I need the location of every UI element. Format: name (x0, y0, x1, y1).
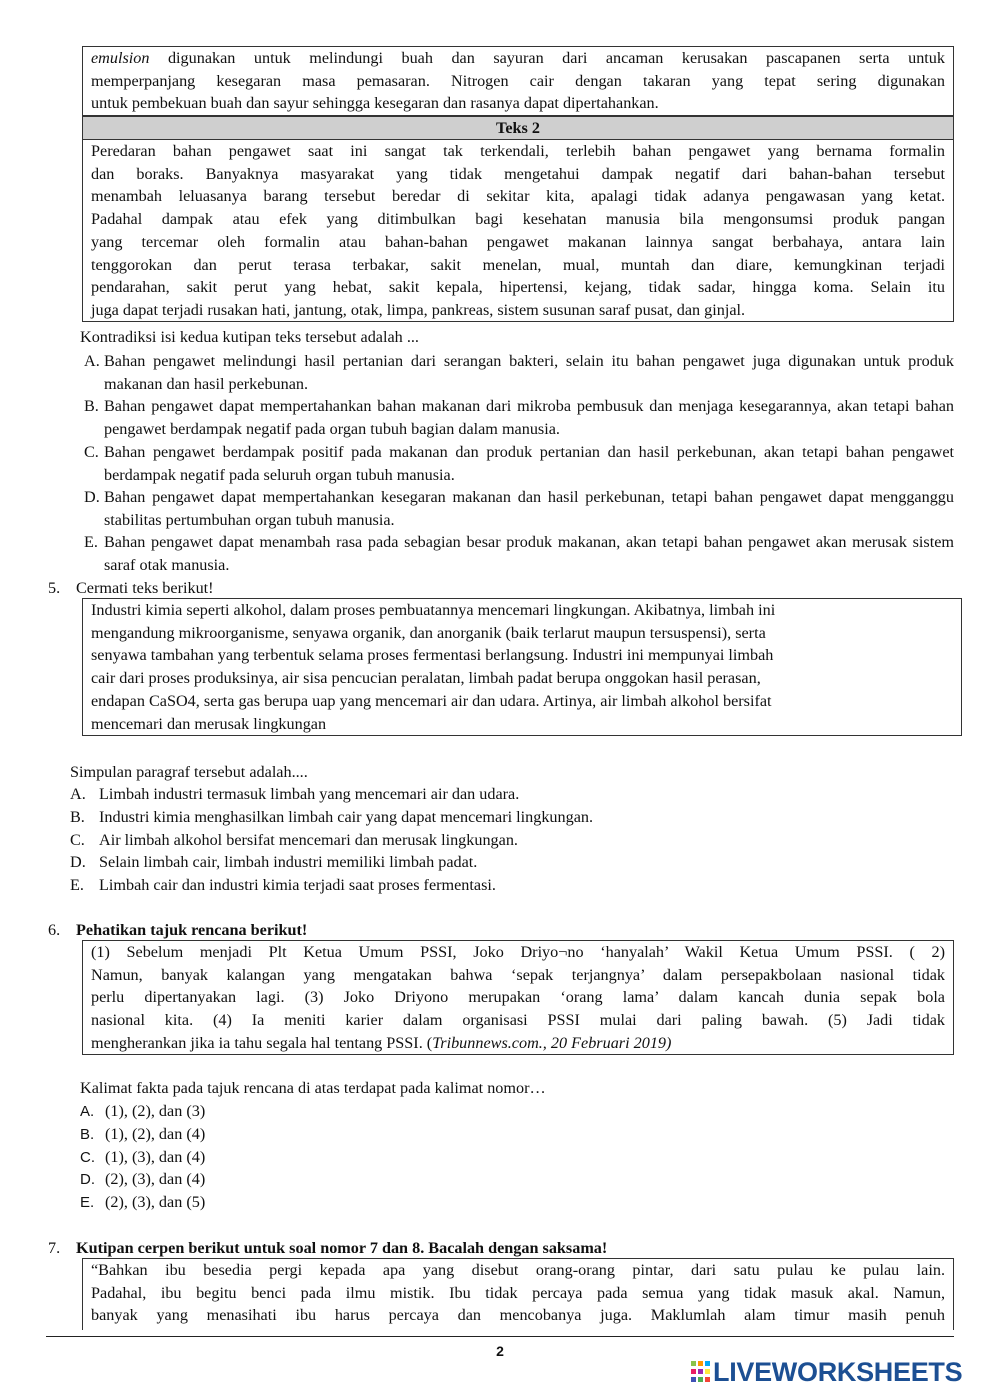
text1-line-3: untuk pembekuan buah dan sayur sehingga kesegaran dan rasanya dapat dipertahankan. (91, 94, 659, 113)
q6-text-box (82, 940, 954, 1055)
q5-option-b[interactable] (70, 806, 593, 829)
q5-title: Cermati teks berikut! (76, 579, 214, 597)
q4-option-b[interactable] (84, 395, 954, 440)
q6-box-line: nasional kita. (4) Ia meniti karier dalam organisasi PSSI mulai dari paling bawah. (5) Jadi tidak (91, 1011, 945, 1030)
q5-box-line: senyawa tambahan yang terbentuk selama proses fermentasi berlangsung. Industri ini mempunyai limbah (91, 646, 774, 665)
option-label: B. (70, 808, 85, 826)
footer-rule (46, 1336, 954, 1337)
option-text: Bahan pengawet dapat mempertahankan kesegaran makanan dan hasil perkebunan, tetapi bahan pengawet dapat mengganggu stabilitas pertumbuhan organ tubuh manusia. (104, 488, 954, 529)
q6-box-line: mengherankan jika ia tahu segala hal tentang PSSI. (Tribunnews.com., 20 Februari 2019) (91, 1033, 672, 1052)
option-text: (2), (3), dan (4) (105, 1170, 206, 1188)
text1-line-1: emulsion digunakan untuk melindungi buah dan sayuran dari ancaman kerusakan pascapanen serta untuk (91, 49, 945, 67)
q5-option-a[interactable] (70, 783, 519, 806)
q5-box-line: mengandung mikroorganisme, senyawa organik, dan anorganik (baik terlarut maupun tersuspensi), serta (91, 623, 766, 642)
option-label: E. (70, 876, 84, 894)
option-text: (1), (3), dan (4) (105, 1148, 206, 1166)
q6-option-b[interactable] (80, 1123, 205, 1147)
q6-title: Pehatikan tajuk rencana berikut! (76, 921, 308, 939)
option-text: Bahan pengawet melindungi hasil pertanian dari serangan bakteri, selain itu bahan pengawet juga digunakan untuk produk makanan dan hasil perkebunan. (104, 352, 954, 393)
option-label: D. (84, 488, 100, 506)
q6-option-d[interactable] (80, 1168, 205, 1192)
text2-line: juga dapat terjadi rusakan hati, jantung, otak, limpa, pankreas, sistem susunan saraf pusat, dan ginjal. (91, 300, 746, 319)
option-label: B. (84, 397, 99, 415)
q6-source: Tribunnews.com., 20 Februari 2019) (432, 1033, 672, 1052)
q4-option-e[interactable] (84, 531, 954, 576)
option-text: (1), (2), dan (3) (105, 1102, 206, 1120)
text2-line: pendarahan, sakit perut yang hebat, sakit kepala, hipertensi, kejang, tidak sadar, hingga koma. Selain itu (91, 278, 945, 297)
text2-line: tenggorokan dan perut terasa terbakar, sakit menelan, mual, muntah dan diare, kemungkinan terjadi (91, 255, 945, 274)
option-text: Bahan pengawet dapat menambah rasa pada sebagian besar produk makanan, akan tetapi bahan pengawet akan merusak sistem saraf otak manusia. (104, 533, 954, 574)
q4-option-c[interactable] (84, 441, 954, 486)
q5-text-box (82, 598, 962, 736)
q7-number: 7. (48, 1239, 61, 1257)
q5-box-line: endapan CaSO4, serta gas berupa uap yang mencemari air dan udara. Artinya, air limbah alkohol bersifat (91, 691, 772, 710)
text2-box (82, 116, 954, 322)
option-text: Bahan pengawet berdampak positif pada makanan dan produk pertanian dan hasil perkebunan, akan tetapi bahan pengawet berdampak negatif pada seluruh organ tubuh manusia. (104, 443, 954, 484)
q6-prompt: Kalimat fakta pada tajuk rencana di atas terdapat pada kalimat nomor… (80, 1079, 546, 1097)
text2-line: Padahal dampak atau efek yang ditimbulkan bagi kesehatan manusia bila mengonsumsi produk pangan (91, 210, 945, 229)
text1-box (82, 46, 954, 116)
option-text: Selain limbah cair, limbah industri memiliki limbah padat. (99, 853, 478, 871)
q5-option-c[interactable] (70, 829, 518, 852)
option-text: Limbah cair dan industri kimia terjadi saat proses fermentasi. (99, 876, 496, 894)
text2-header: Teks 2 (83, 117, 953, 140)
text2-line: menambah leluasanya barang tersebut beredar di sekitar kita, apalagi tidak adanya pengawasan yang ketat. (91, 187, 945, 206)
q7-box-line: Padahal, ibu begitu benci pada ilmu mistik. Ibu tidak percaya pada semua yang tidak masuk akal. Namun, (91, 1283, 945, 1302)
q7-title: Kutipan cerpen berikut untuk soal nomor 7 dan 8. Bacalah dengan saksama! (76, 1239, 608, 1257)
option-label: A. (84, 352, 100, 370)
q5-prompt: Simpulan paragraf tersebut adalah.... (70, 763, 308, 781)
text1-emphasis: emulsion (91, 49, 150, 67)
q5-option-e[interactable] (70, 874, 496, 897)
q7-box-line: “Bahkan ibu besedia pergi kepada apa yang disebut orang-orang pintar, dari satu pulau ke pulau lain. (91, 1261, 945, 1279)
option-label: B. (80, 1126, 95, 1143)
q6-box-line: Namun, banyak kalangan yang mengatakan bahwa ‘sepak terjangnya’ dalam persepakbolaan nasional tidak (91, 965, 945, 984)
q7-text-box (82, 1258, 954, 1330)
q5-option-d[interactable] (70, 851, 477, 874)
option-text: (2), (3), dan (5) (105, 1193, 206, 1211)
page-number: 2 (496, 1343, 504, 1359)
option-label: E. (84, 533, 98, 551)
option-text: Bahan pengawet dapat mempertahankan bahan makanan dari mikroba pembusuk dan menjaga kesegarannya, akan tetapi bahan pengawet berdampak negatif pada organ tubuh bagian dalam manusia. (104, 397, 954, 438)
q5-box-line: Industri kimia seperti alkohol, dalam proses pembuatannya mencemari lingkungan. Akibatnya, limbah ini (91, 601, 776, 619)
option-label: A. (70, 785, 86, 803)
text2-line: Peredaran bahan pengawet saat ini sangat tak terkendali, terlebih bahan pengawet yang bernama formalin (91, 142, 945, 160)
option-text: Limbah industri termasuk limbah yang mencemari air dan udara. (99, 785, 520, 803)
q4-option-a[interactable] (84, 350, 954, 395)
q5-box-line: mencemari dan merusak lingkungan (91, 714, 327, 733)
q4-prompt: Kontradiksi isi kedua kutipan teks tersebut adalah ... (80, 328, 419, 346)
text2-line: dan boraks. Banyaknya masyarakat yang tidak mengetahui dampak negatif dari bahan-bahan tersebut (91, 164, 945, 183)
brand-text: LIVEWORKSHEETS (713, 1357, 963, 1387)
q6-box-line: perlu dipertanyakan lagi. (3) Joko Driyono merupakan ‘orang lama’ dalam kancah dunia sepak bola (91, 988, 945, 1007)
q7-box-line: banyak yang menasihati ibu harus percaya dan mencobanya juga. Maklumlah alam timur masih penuh (91, 1306, 945, 1325)
option-label: E. (80, 1194, 95, 1211)
text2-body (83, 140, 953, 322)
text2-line: yang tercemar oleh formalin atau bahan-bahan pengawet makanan lainnya sangat berbahaya, antara lain (91, 232, 945, 251)
q6-number: 6. (48, 921, 61, 939)
liveworksheets-icon (690, 1360, 712, 1386)
q5-box-line: cair dari proses produksinya, air sisa pencucian peralatan, limbah padat berupa onggokan hasil perasan, (91, 669, 761, 688)
option-label: D. (80, 1171, 95, 1188)
option-label: C. (80, 1149, 95, 1166)
option-label: D. (70, 853, 86, 871)
text1-line-2: memperpanjang kesegaran masa pemasaran. Nitrogen cair dengan takaran yang tepat sering digunakan (91, 71, 945, 90)
option-label: C. (84, 443, 99, 461)
q5-number: 5. (48, 579, 61, 597)
option-text: Industri kimia menghasilkan limbah cair yang dapat mencemari lingkungan. (99, 808, 594, 826)
q6-box-line: (1) Sebelum menjadi Plt Ketua Umum PSSI, Joko Driyo¬no ‘hanyalah’ Wakil Ketua Umum PSSI. ( 2) (91, 943, 945, 961)
option-label: A. (80, 1103, 95, 1120)
q6-option-c[interactable] (80, 1146, 205, 1170)
q4-option-d[interactable] (84, 486, 954, 531)
q6-option-e[interactable] (80, 1191, 205, 1215)
q6-option-a[interactable] (80, 1100, 205, 1124)
option-label: C. (70, 831, 85, 849)
option-text: Air limbah alkohol bersifat mencemari dan merusak lingkungan. (99, 831, 518, 849)
option-text: (1), (2), dan (4) (105, 1125, 206, 1143)
